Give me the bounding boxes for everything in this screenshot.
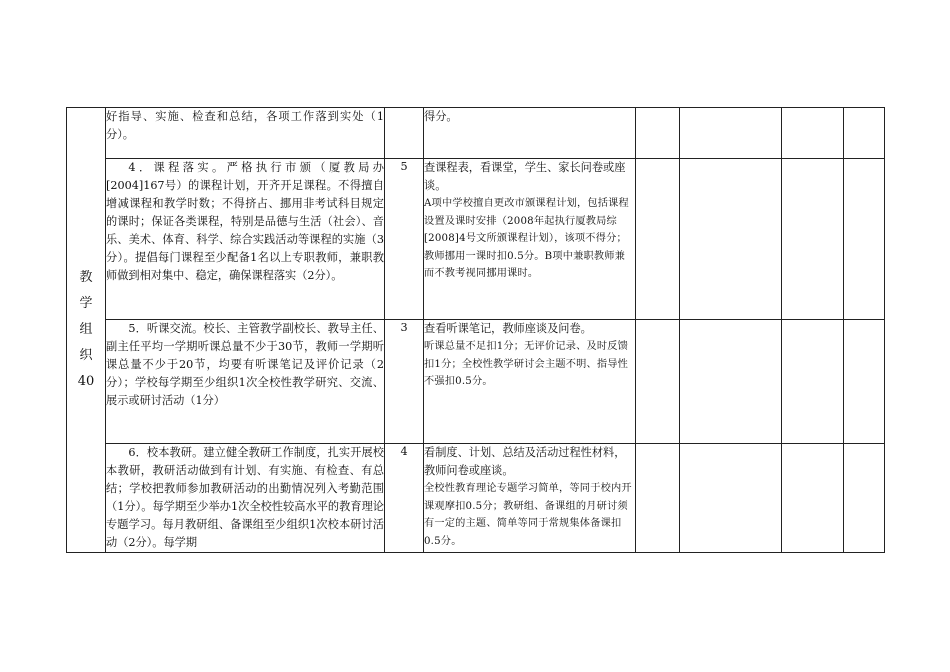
content-text: 4．课程落实。严格执行市颁（厦教局办[2004]167号）的课程计划，开齐开足课程。不得擅自增减课程和教学时数；不得挤占、挪用非考试科目规定的课时；保证各类课程，特别是品德与生活（社会）、音乐、美术、体育、科学、综合实践活动等课程的实施（3分）。提倡每门课程至少配备1名以上专职教师，兼职教师做到相对集中、稳定，确保课程落实（2分）。	[106, 161, 384, 282]
method-text: 得分。	[424, 110, 458, 123]
table-row	[67, 108, 885, 159]
method-text: 查课程表，看课堂，学生、家长问卷或座谈。	[424, 161, 626, 192]
deduction-rules: A项中学校擅自更改市颁课程计划，包括课程设置及课时安排（2008年起执行厦教局综[2008]4号文所颁课程计划），该项不得分；教师挪用一课时扣0.5分。B项中兼职教师兼而不教考视同挪用课时。	[424, 198, 629, 279]
method-cell	[424, 108, 636, 159]
empty-cell	[844, 444, 885, 553]
empty-cell	[680, 159, 782, 320]
evaluation-table	[66, 107, 885, 553]
method-cell	[424, 159, 636, 320]
empty-cell	[844, 108, 885, 159]
content-cell	[106, 159, 385, 320]
content-text: 5．听课交流。校长、主管教学副校长、教导主任、副主任平均一学期听课总量不少于30节，教师一学期听课总量不少于20节，均要有听课笔记及评价记录（2分）；学校每学期至少组织1次全校性教学研究、交流、展示或研讨活动（1分）	[106, 322, 384, 407]
empty-cell	[680, 444, 782, 553]
deduction-rules: 全校性教育理论专题学习简单，等同于校内开课观摩扣0.5分；教研组、备课组的月研讨须有一定的主题、简单等同于常规集体备课扣0.5分。	[424, 483, 632, 547]
table-row	[67, 320, 885, 444]
method-cell	[424, 320, 636, 444]
category-points: 40	[77, 374, 95, 389]
empty-cell	[680, 108, 782, 159]
empty-cell	[844, 159, 885, 320]
content-cell	[106, 320, 385, 444]
category-char: 教	[79, 270, 93, 285]
empty-cell	[782, 159, 844, 320]
empty-cell	[782, 320, 844, 444]
content-cell	[106, 444, 385, 553]
empty-cell	[636, 108, 680, 159]
method-text: 查看听课笔记，教师座谈及问卷。	[424, 322, 592, 335]
content-cell	[106, 108, 385, 159]
score-cell: 5	[385, 159, 424, 320]
table-row	[67, 444, 885, 553]
empty-cell	[636, 320, 680, 444]
category-char: 组	[79, 322, 93, 337]
empty-cell	[844, 320, 885, 444]
empty-cell	[782, 108, 844, 159]
category-char: 学	[79, 296, 93, 311]
score-cell	[385, 108, 424, 159]
content-text: 好指导、实施、检查和总结，各项工作落到实处（1分）。	[106, 110, 384, 141]
table-row	[67, 159, 885, 320]
category-cell	[67, 108, 106, 553]
method-cell	[424, 444, 636, 553]
empty-cell	[782, 444, 844, 553]
empty-cell	[680, 320, 782, 444]
score-cell: 3	[385, 320, 424, 444]
score-cell: 4	[385, 444, 424, 553]
content-text: 6．校本教研。建立健全教研工作制度，扎实开展校本教研，教研活动做到有计划、有实施、有检查、有总结；学校把教师参加教研活动的出勤情况列入考勤范围（1分）。每学期至少举办1次全校性较高水平的教育理论专题学习。每月教研组、备课组至少组织1次校本研讨活动（2分）。每学期	[106, 446, 384, 549]
method-text: 看制度、计划、总结及活动过程性材料，教师问卷或座谈。	[424, 446, 626, 477]
empty-cell	[636, 159, 680, 320]
category-char: 织	[79, 348, 93, 363]
empty-cell	[636, 444, 680, 553]
deduction-rules: 听课总量不足扣1分；无评价记录、及时反馈扣1分；全校性教学研讨会主题不明、指导性不强扣0.5分。	[424, 341, 629, 387]
